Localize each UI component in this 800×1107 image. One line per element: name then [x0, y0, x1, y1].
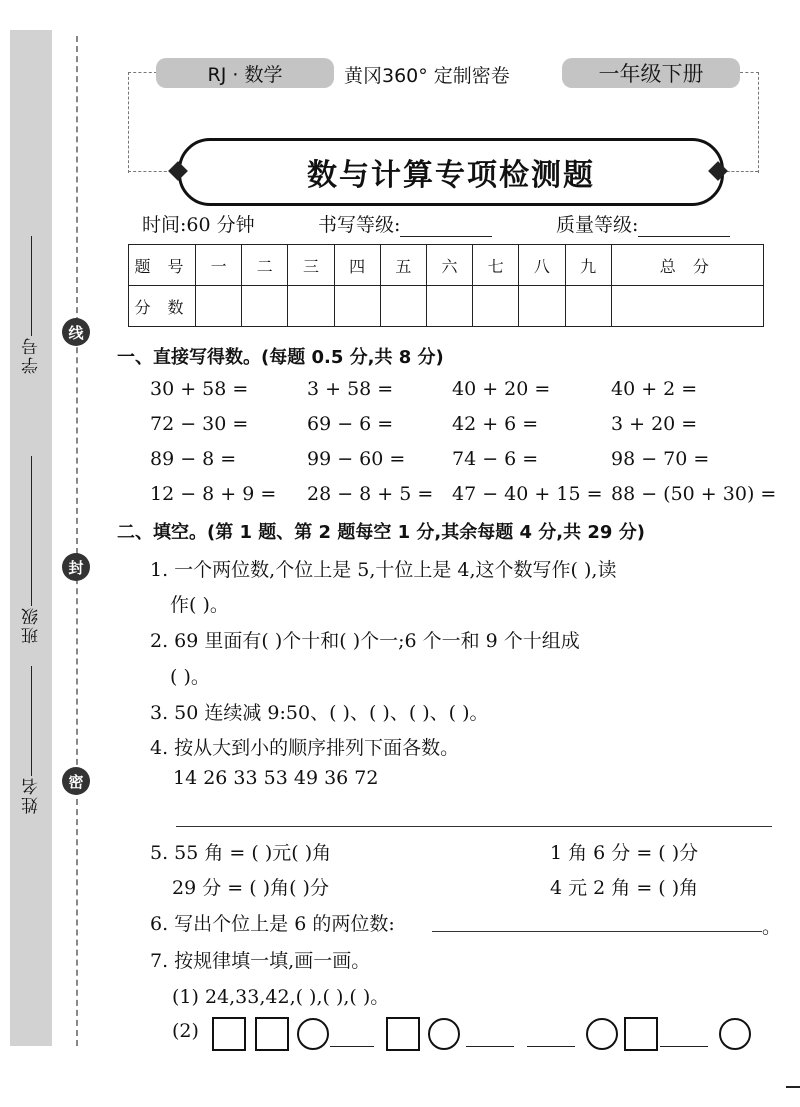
name-label: 姓名 [21, 776, 42, 814]
score-row-label: 分 数 [129, 286, 196, 327]
question-5-c: 29 分 = ( )角( )分 [172, 877, 329, 899]
pattern-blank[interactable] [330, 1046, 374, 1047]
col-7: 七 [473, 245, 519, 286]
score-cell[interactable] [565, 286, 611, 327]
circle-shape [719, 1018, 751, 1050]
calc-item: 3 + 20 = [611, 413, 698, 435]
col-5: 五 [380, 245, 426, 286]
seal-secret-mark: 密 [62, 767, 90, 795]
student-id-field[interactable] [14, 230, 48, 374]
score-cell[interactable] [519, 286, 565, 327]
score-cell[interactable] [288, 286, 334, 327]
question-5-a: 5. 55 角 = ( )元( )角 [150, 842, 332, 864]
bracket-foot-left [128, 171, 172, 172]
question-3: 3. 50 连续减 9:50、( )、( )、( )、( )。 [150, 702, 489, 724]
page-title: 数与计算专项检测题 [178, 138, 724, 206]
question-4-answer-line[interactable] [176, 826, 772, 827]
col-total: 总 分 [611, 245, 763, 286]
header-bracket-left [128, 72, 157, 173]
class-field[interactable] [14, 450, 48, 644]
name-line [31, 666, 32, 776]
calc-item: 30 + 58 = [150, 378, 249, 400]
circle-shape [428, 1018, 460, 1050]
writing-grade-blank[interactable] [400, 220, 492, 237]
question-2-line-1: 2. 69 里面有( )个十和( )个一;6 个一和 9 个十组成 [150, 630, 580, 652]
calc-item: 40 + 20 = [452, 378, 551, 400]
question-5-d: 4 元 2 角 = ( )角 [550, 877, 699, 899]
question-7-part-1: (1) 24,33,42,( ),( ),( )。 [172, 986, 390, 1008]
calc-item: 99 − 60 = [307, 448, 406, 470]
score-cell[interactable] [426, 286, 472, 327]
col-9: 九 [565, 245, 611, 286]
name-field[interactable] [14, 660, 48, 814]
col-6: 六 [426, 245, 472, 286]
score-table-score-row [129, 286, 764, 327]
pattern-blank[interactable] [466, 1046, 514, 1047]
class-label: 班级 [21, 606, 42, 644]
score-cell[interactable] [611, 286, 763, 327]
square-shape [212, 1017, 246, 1051]
calc-item: 28 − 8 + 5 = [307, 483, 434, 505]
calc-item: 98 − 70 = [611, 448, 710, 470]
calc-item: 3 + 58 = [307, 378, 394, 400]
score-cell[interactable] [196, 286, 242, 327]
calc-item: 12 − 8 + 9 = [150, 483, 277, 505]
seal-seal-mark: 封 [62, 553, 90, 581]
question-1-line-2: 作( )。 [170, 594, 229, 616]
edition-badge: RJ · 数学 [156, 58, 334, 88]
question-6-end: 。 [762, 916, 782, 938]
square-shape [386, 1017, 420, 1051]
question-6-answer-line[interactable] [432, 931, 762, 932]
section-2-title: 二、填空。(第 1 题、第 2 题每空 1 分,其余每题 4 分,共 29 分) [117, 522, 645, 543]
question-6: 6. 写出个位上是 6 的两位数: [150, 913, 395, 935]
score-table-header-row [129, 245, 764, 286]
calc-item: 47 − 40 + 15 = [452, 483, 603, 505]
header-bracket-right [740, 72, 759, 173]
score-table [128, 244, 764, 327]
brand-name: 黄冈360° 定制密卷 [344, 65, 510, 87]
question-4-numbers: 14 26 33 53 49 36 72 [173, 767, 379, 789]
question-7-part-2-label: (2) [172, 1020, 199, 1042]
square-shape [255, 1017, 289, 1051]
question-7: 7. 按规律填一填,画一画。 [150, 950, 371, 972]
col-1: 一 [196, 245, 242, 286]
question-2-line-2: ( )。 [170, 666, 210, 688]
pattern-blank[interactable] [527, 1046, 575, 1047]
section-1-title: 一、直接写得数。(每题 0.5 分,共 8 分) [117, 347, 444, 368]
square-shape [624, 1017, 658, 1051]
table-header-label: 题 号 [129, 245, 196, 286]
calc-item: 40 + 2 = [611, 378, 698, 400]
writing-grade-label: 书写等级: [318, 214, 401, 236]
class-line [31, 456, 32, 606]
pattern-blank[interactable] [660, 1046, 708, 1047]
score-cell[interactable] [334, 286, 380, 327]
student-id-label: 学号 [21, 336, 42, 374]
time-limit: 时间:60 分钟 [142, 214, 255, 236]
col-3: 三 [288, 245, 334, 286]
student-id-line [31, 236, 32, 336]
writing-grade[interactable] [318, 210, 492, 237]
score-cell[interactable] [380, 286, 426, 327]
quality-grade-blank[interactable] [638, 220, 730, 237]
question-1-line-1: 1. 一个两位数,个位上是 5,十位上是 4,这个数写作( ),读 [150, 559, 617, 581]
col-4: 四 [334, 245, 380, 286]
quality-grade-label: 质量等级: [556, 214, 639, 236]
circle-shape [297, 1018, 329, 1050]
col-8: 八 [519, 245, 565, 286]
calc-item: 72 − 30 = [150, 413, 249, 435]
calc-item: 88 − (50 + 30) = [611, 483, 777, 505]
calc-item: 69 − 6 = [307, 413, 394, 435]
question-4: 4. 按从大到小的顺序排列下面各数。 [150, 737, 460, 759]
page-edge-mark [786, 1086, 800, 1088]
question-5-b: 1 角 6 分 = ( )分 [550, 842, 699, 864]
calc-item: 42 + 6 = [452, 413, 539, 435]
circle-shape [586, 1018, 618, 1050]
grade-badge: 一年级下册 [562, 58, 740, 88]
col-2: 二 [242, 245, 288, 286]
calc-item: 74 − 6 = [452, 448, 539, 470]
seal-line-mark: 线 [62, 318, 90, 346]
calc-item: 89 − 8 = [150, 448, 237, 470]
quality-grade[interactable] [556, 210, 730, 237]
cut-line [76, 36, 78, 1046]
score-cell[interactable] [473, 286, 519, 327]
score-cell[interactable] [242, 286, 288, 327]
